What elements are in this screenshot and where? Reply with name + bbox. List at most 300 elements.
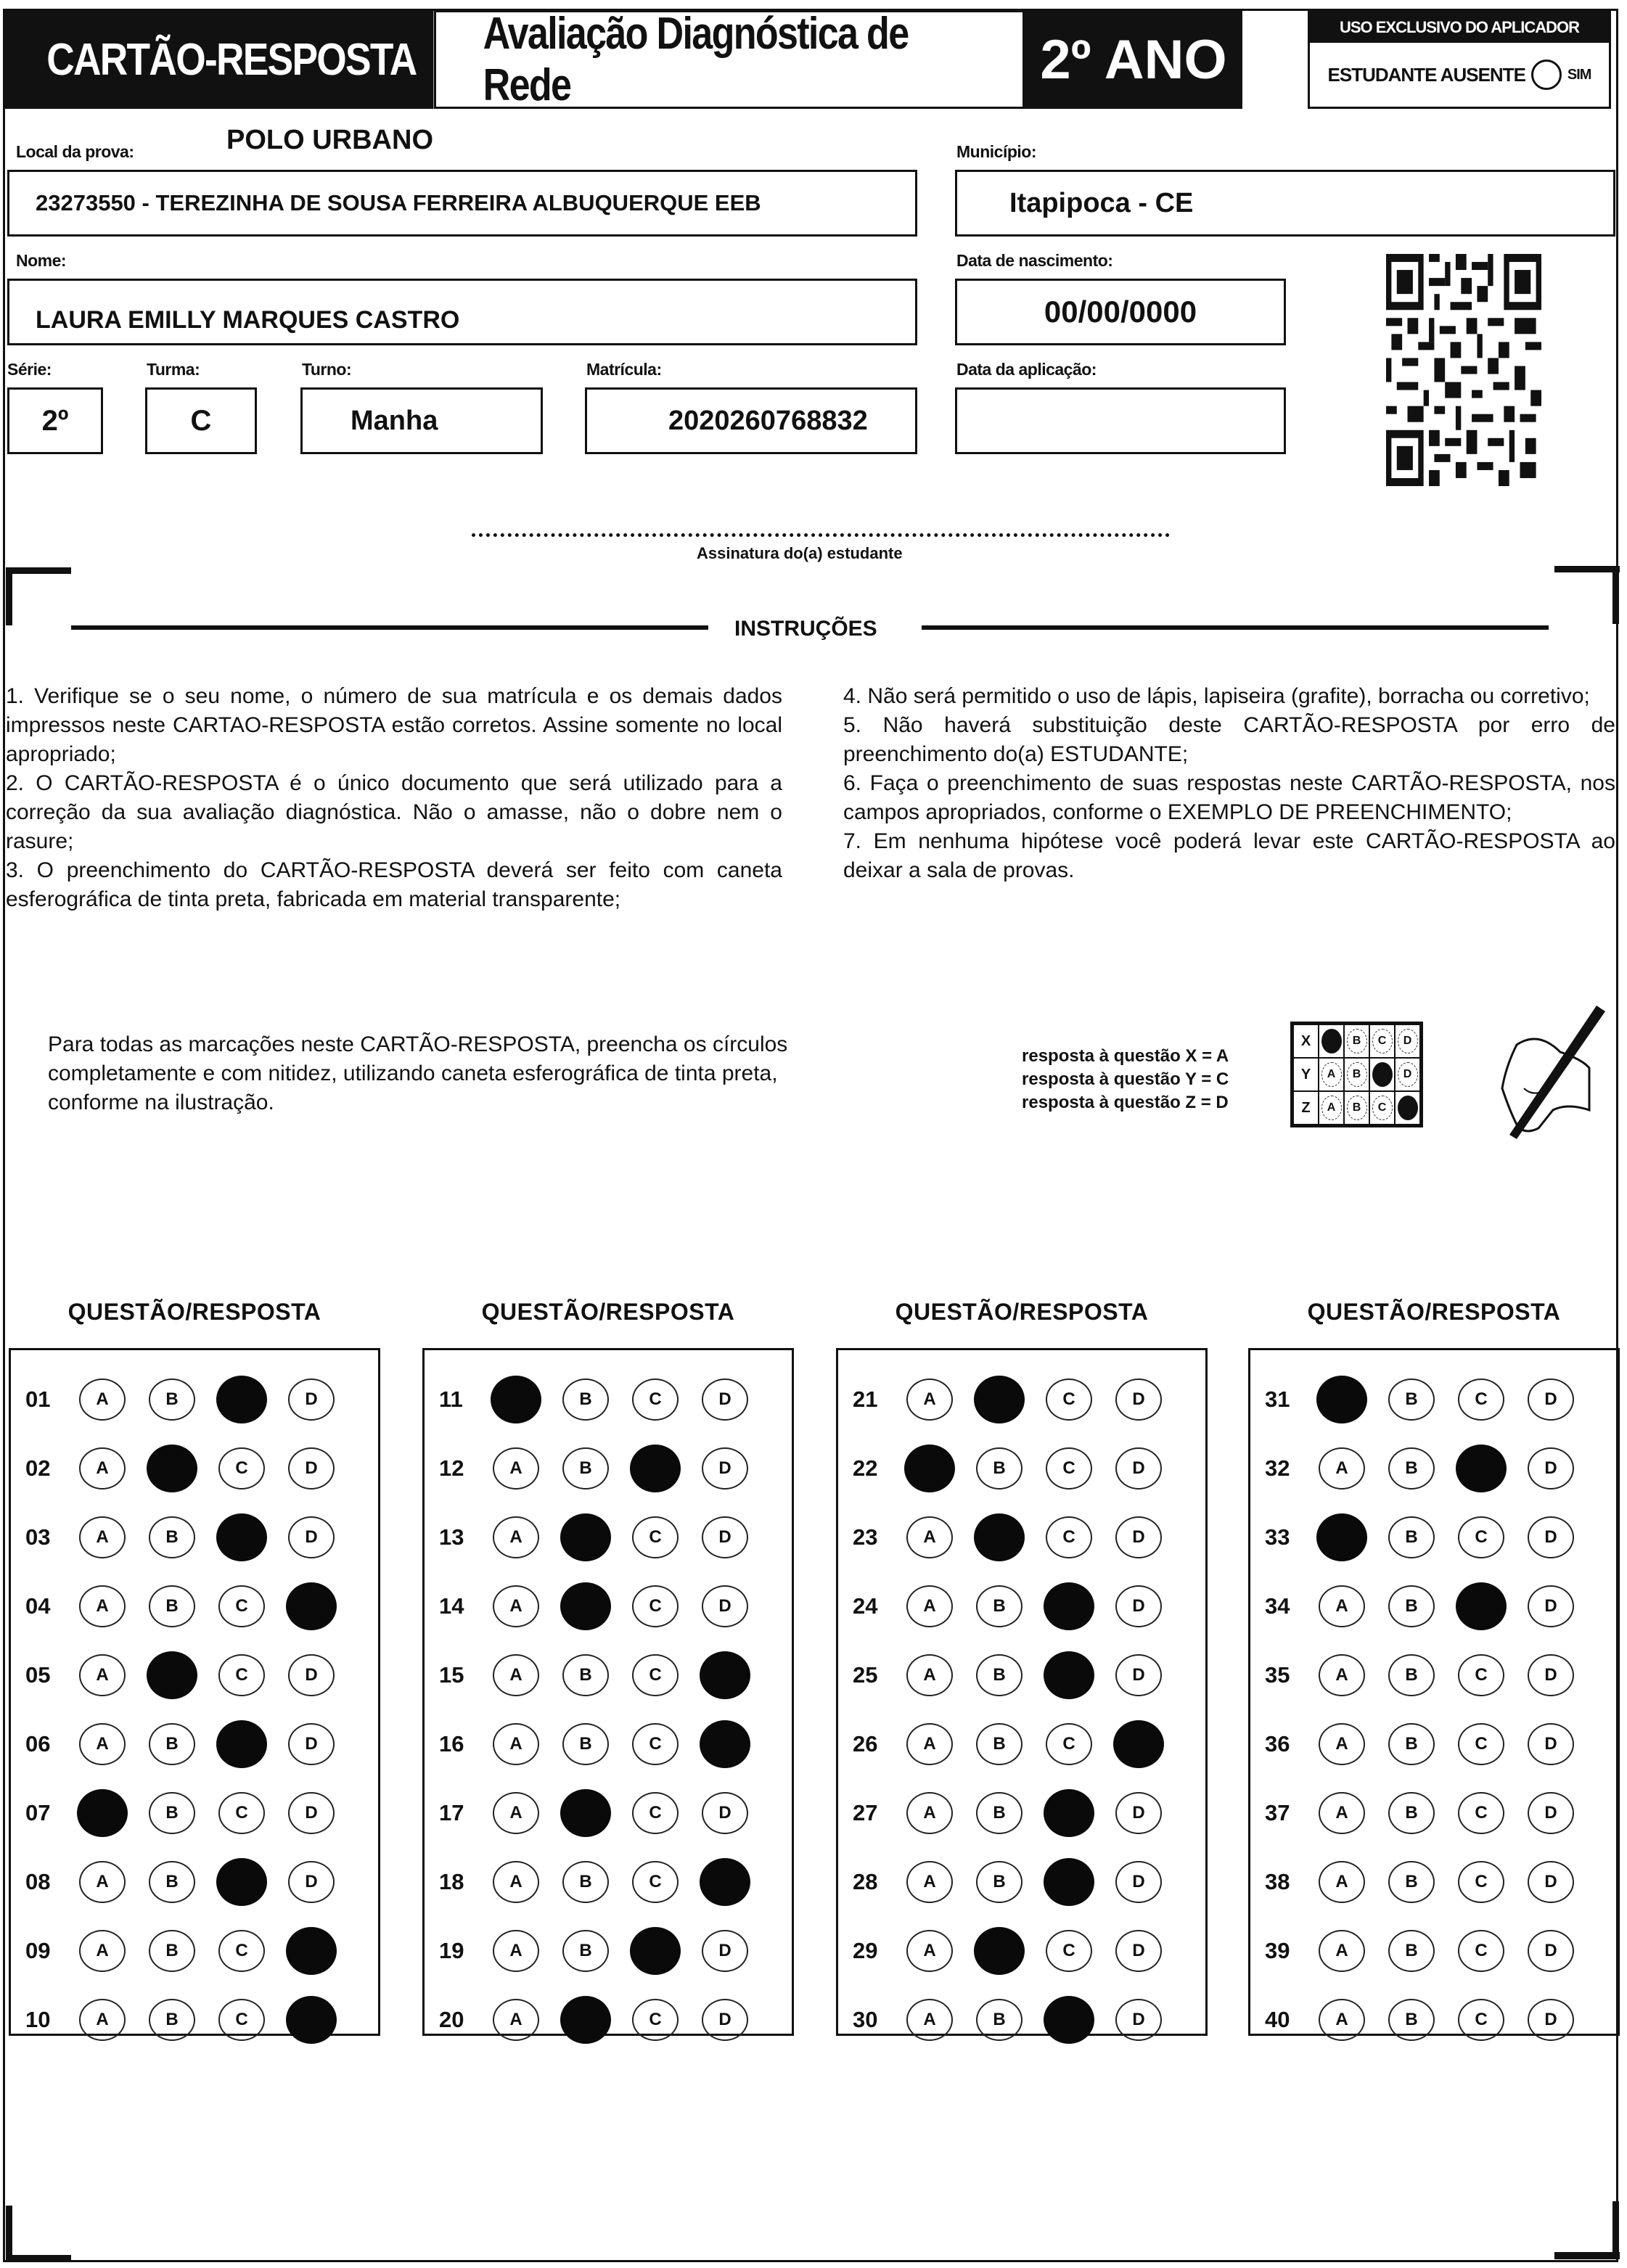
bubble-letter: B: [1405, 1595, 1418, 1616]
answer-bubble-b[interactable]: [562, 1861, 609, 1903]
answer-bubble-d[interactable]: [1528, 1930, 1574, 1972]
answer-bubble-d[interactable]: [288, 1723, 335, 1765]
question-number: 11: [439, 1386, 463, 1412]
question-number: 04: [25, 1593, 51, 1619]
bubble-letter: D: [305, 1871, 318, 1891]
question-row: [1250, 1847, 1618, 1916]
answer-bubble-d[interactable]: [700, 1720, 750, 1768]
answer-bubble-c[interactable]: [1044, 1651, 1094, 1699]
answer-bubble-d[interactable]: [288, 1792, 335, 1834]
answer-bubble-c[interactable]: [1458, 1930, 1504, 1972]
bubble-letter: D: [305, 1458, 318, 1478]
bubble-letter: A: [1335, 1940, 1348, 1960]
answer-bubble-d[interactable]: [288, 1379, 335, 1421]
nascimento-label: Data de nascimento:: [956, 251, 1113, 270]
example-legend: [1022, 1045, 1229, 1114]
answer-bubble-c[interactable]: [216, 1720, 267, 1768]
answer-bubble-b[interactable]: [149, 1999, 195, 2041]
example-line-y: resposta à questão Y = C: [1022, 1069, 1229, 1089]
answer-bubble-c[interactable]: [632, 1792, 679, 1834]
answer-bubble-a[interactable]: [1319, 1447, 1365, 1490]
example-bubble-c: C: [1372, 1096, 1393, 1120]
answer-bubble-a[interactable]: [493, 1792, 539, 1834]
municipio-field: [955, 170, 1615, 237]
question-number: 28: [853, 1868, 878, 1894]
answer-bubble-d[interactable]: [700, 1651, 750, 1699]
answer-bubble-d[interactable]: [702, 1516, 748, 1558]
turma-label: Turma:: [147, 360, 200, 379]
polo-value: POLO URBANO: [226, 125, 433, 155]
answer-bubble-b[interactable]: [1388, 1861, 1435, 1903]
instructions-rule-right: [922, 625, 1549, 630]
question-row: [425, 1985, 792, 2054]
answer-bubble-a[interactable]: [906, 1999, 953, 2041]
answer-bubble-c[interactable]: [216, 1858, 267, 1906]
question-number: 06: [25, 1730, 51, 1757]
example-cell: [1344, 1024, 1369, 1058]
answer-bubble-c[interactable]: [218, 1999, 265, 2041]
answer-bubble-d[interactable]: [702, 1447, 748, 1490]
answer-bubble-a[interactable]: [906, 1930, 953, 1972]
answer-bubble-c[interactable]: [216, 1513, 267, 1561]
bubble-letter: A: [509, 1733, 522, 1754]
answer-bubble-c[interactable]: [1046, 1379, 1092, 1421]
question-row: [1250, 1778, 1618, 1847]
question-row: [838, 1847, 1205, 1916]
bubble-letter: B: [1405, 2009, 1418, 2029]
bubble-letter: C: [649, 1871, 662, 1891]
answer-bubble-d[interactable]: [286, 1927, 337, 1975]
answer-bubble-c[interactable]: [218, 1930, 265, 1972]
bubble-letter: D: [1132, 1595, 1145, 1616]
question-number: 09: [25, 1937, 51, 1963]
answer-bubble-c[interactable]: [218, 1792, 265, 1834]
question-number: 18: [439, 1868, 464, 1894]
answer-bubble-b[interactable]: [147, 1651, 197, 1699]
answer-bubble-d[interactable]: [288, 1654, 335, 1696]
answer-bubble-c[interactable]: [1046, 1447, 1092, 1490]
bubble-letter: A: [509, 1940, 522, 1960]
card-title: [3, 10, 433, 109]
question-number: 38: [1265, 1868, 1290, 1894]
answer-bubble-b[interactable]: [560, 1513, 611, 1561]
bubble-letter: B: [993, 1664, 1006, 1685]
answer-bubble-c[interactable]: [632, 1999, 679, 2041]
instructions-right-column: [843, 682, 1615, 885]
corner-mark-tr-h: [1554, 566, 1620, 572]
answer-bubble-b[interactable]: [976, 1585, 1022, 1627]
turno-field: [300, 387, 543, 454]
bubble-letter: B: [579, 1871, 592, 1891]
bubble-letter: C: [1475, 1664, 1488, 1685]
answer-bubble-c[interactable]: [1458, 1861, 1504, 1903]
answer-bubble-c[interactable]: [632, 1861, 679, 1903]
hand-with-pen-icon: [1473, 1001, 1618, 1146]
answer-bubble-a[interactable]: [1319, 1861, 1365, 1903]
example-bubble-b: B: [1347, 1062, 1367, 1087]
answer-bubble-a[interactable]: [906, 1723, 953, 1765]
bubble-letter: C: [235, 1664, 248, 1685]
answer-bubble-b[interactable]: [974, 1376, 1025, 1423]
bubble-letter: A: [509, 1458, 522, 1478]
bubble-letter: A: [96, 1527, 109, 1547]
example-line-z: resposta à questão Z = D: [1022, 1093, 1229, 1112]
municipio-value: Itapipoca - CE: [1009, 187, 1194, 218]
turma-field: [145, 387, 257, 454]
answer-bubble-b[interactable]: [562, 1723, 609, 1765]
municipio-label: Município:: [956, 142, 1036, 161]
answer-group-title: QUESTÃO/RESPOSTA: [1307, 1299, 1561, 1325]
bubble-letter: A: [96, 2009, 109, 2029]
answer-bubble-d[interactable]: [1113, 1720, 1164, 1768]
bubble-letter: B: [1405, 1871, 1418, 1891]
bubble-letter: D: [718, 1595, 731, 1616]
answer-bubble-c[interactable]: [632, 1585, 679, 1627]
bubble-letter: A: [96, 1389, 109, 1409]
bubble-letter: B: [165, 1595, 179, 1616]
question-number: 29: [853, 1937, 878, 1963]
bubble-letter: D: [305, 1389, 318, 1409]
answer-bubble-a[interactable]: [906, 1654, 953, 1696]
answer-bubble-a[interactable]: [493, 1861, 539, 1903]
answer-bubble-d[interactable]: [1528, 1379, 1574, 1421]
answer-group-title: QUESTÃO/RESPOSTA: [481, 1299, 735, 1325]
bubble-letter: D: [1132, 1664, 1145, 1685]
answer-bubble-c[interactable]: [630, 1927, 681, 1975]
answer-bubble-a[interactable]: [906, 1792, 953, 1834]
example-cell: [1395, 1058, 1420, 1091]
bubble-letter: D: [718, 1458, 731, 1478]
bubble-letter: C: [1475, 1871, 1488, 1891]
question-row: [11, 1916, 378, 1985]
bubble-letter: D: [1132, 1527, 1145, 1547]
bubble-letter: D: [1544, 1389, 1557, 1409]
answer-bubble-c[interactable]: [218, 1447, 265, 1490]
answer-bubble-b[interactable]: [976, 1861, 1022, 1903]
answer-bubble-d[interactable]: [702, 1792, 748, 1834]
answer-bubble-b[interactable]: [1388, 1930, 1435, 1972]
bubble-letter: A: [509, 1595, 522, 1616]
answer-bubble-d[interactable]: [288, 1447, 335, 1490]
answer-bubble-b[interactable]: [1388, 1379, 1435, 1421]
bubble-letter: C: [235, 1595, 248, 1616]
bubble-letter: C: [235, 1458, 248, 1478]
bubble-letter: B: [1405, 1733, 1418, 1754]
answer-bubble-b[interactable]: [1388, 1999, 1435, 2041]
answer-bubble-c[interactable]: [630, 1445, 681, 1492]
answer-bubble-d[interactable]: [1115, 1861, 1162, 1903]
answer-bubble-a[interactable]: [1319, 1999, 1365, 2041]
answer-bubble-c[interactable]: [632, 1379, 679, 1421]
question-number: 17: [439, 1799, 464, 1825]
answer-bubble-c[interactable]: [1046, 1930, 1092, 1972]
answer-bubble-b[interactable]: [562, 1930, 609, 1972]
bubble-letter: B: [993, 1871, 1006, 1891]
answer-bubble-a[interactable]: [1319, 1723, 1365, 1765]
answer-bubble-d[interactable]: [1115, 1516, 1162, 1558]
answer-bubble-c[interactable]: [1456, 1445, 1507, 1492]
answer-bubble-d[interactable]: [1528, 1585, 1574, 1627]
answer-bubble-d[interactable]: [1115, 1585, 1162, 1627]
answer-bubble-d[interactable]: [286, 1996, 337, 2044]
instruction-7: 7. Em nenhuma hipótese você poderá levar este CARTÃO-RESPOSTA ao deixar a sala de provas.: [843, 829, 1615, 882]
bubble-letter: C: [649, 2009, 662, 2029]
answer-bubble-d[interactable]: [286, 1582, 337, 1630]
answer-bubble-a[interactable]: [906, 1861, 953, 1903]
example-bubble-d: D: [1398, 1029, 1418, 1053]
bubble-letter: A: [1335, 1871, 1348, 1891]
bubble-letter: C: [1475, 1802, 1488, 1823]
bubble-letter: D: [305, 1664, 318, 1685]
answer-bubble-c[interactable]: [1458, 1654, 1504, 1696]
bubble-letter: D: [1544, 1940, 1557, 1960]
bubble-letter: A: [96, 1871, 109, 1891]
answer-bubble-b[interactable]: [149, 1930, 195, 1972]
answer-bubble-d[interactable]: [702, 1999, 748, 2041]
question-number: 26: [853, 1730, 878, 1757]
question-row: [11, 1709, 378, 1778]
answer-bubble-c[interactable]: [632, 1654, 679, 1696]
answer-bubble-c[interactable]: [632, 1516, 679, 1558]
example-bubble-c: C: [1372, 1029, 1393, 1053]
answer-bubble-a[interactable]: [493, 1999, 539, 2041]
answer-bubble-a[interactable]: [493, 1654, 539, 1696]
answer-bubble-d[interactable]: [1115, 1999, 1162, 2041]
question-number: 23: [853, 1524, 878, 1550]
question-row: [1250, 1640, 1618, 1709]
question-row: [11, 1571, 378, 1640]
answer-bubble-d[interactable]: [700, 1858, 750, 1906]
example-cell: [1369, 1024, 1395, 1058]
aplicacao-field[interactable]: [955, 387, 1286, 454]
answer-bubble-d[interactable]: [1115, 1792, 1162, 1834]
question-row: [425, 1434, 792, 1503]
question-number: 40: [1265, 2006, 1290, 2032]
absent-bubble[interactable]: [1531, 59, 1562, 90]
question-number: 31: [1265, 1386, 1290, 1412]
answer-bubble-a[interactable]: [79, 1654, 126, 1696]
bubble-letter: D: [1544, 2009, 1557, 2029]
answer-bubble-b[interactable]: [562, 1379, 609, 1421]
answer-bubble-c[interactable]: [1044, 1582, 1094, 1630]
answer-bubble-d[interactable]: [288, 1861, 335, 1903]
example-cell: [1369, 1091, 1395, 1125]
answer-bubble-c[interactable]: [1458, 1379, 1504, 1421]
answer-bubble-a[interactable]: [1319, 1585, 1365, 1627]
bubble-letter: B: [165, 1389, 179, 1409]
answer-bubble-b[interactable]: [149, 1723, 195, 1765]
school-value: 23273550 - TEREZINHA DE SOUSA FERREIRA ALBUQUERQUE EEB: [36, 190, 761, 215]
answer-bubble-a[interactable]: [79, 1999, 126, 2041]
answer-bubble-a[interactable]: [1319, 1654, 1365, 1696]
answer-bubble-d[interactable]: [1528, 1792, 1574, 1834]
example-cell: [1395, 1091, 1420, 1125]
answer-bubble-a[interactable]: [904, 1445, 955, 1492]
answer-bubble-b[interactable]: [1388, 1516, 1435, 1558]
question-number: 22: [853, 1455, 878, 1481]
answer-bubble-b[interactable]: [976, 1654, 1022, 1696]
answer-bubble-b[interactable]: [976, 1999, 1022, 2041]
answer-bubble-a[interactable]: [491, 1376, 541, 1423]
answer-bubble-d[interactable]: [1528, 1861, 1574, 1903]
answer-bubble-c[interactable]: [1044, 1996, 1094, 2044]
answer-bubble-c[interactable]: [216, 1376, 267, 1423]
answer-group-title: QUESTÃO/RESPOSTA: [67, 1299, 321, 1325]
answer-bubble-d[interactable]: [1115, 1447, 1162, 1490]
answer-bubble-b[interactable]: [1388, 1585, 1435, 1627]
answer-bubble-c[interactable]: [1044, 1789, 1094, 1837]
bubble-letter: D: [1132, 1389, 1145, 1409]
answer-bubble-d[interactable]: [1115, 1930, 1162, 1972]
answer-bubble-c[interactable]: [1046, 1516, 1092, 1558]
answer-bubble-c[interactable]: [1458, 1516, 1504, 1558]
bubble-letter: C: [1062, 1527, 1075, 1547]
answer-bubble-b[interactable]: [560, 1789, 611, 1837]
answer-bubble-a[interactable]: [493, 1585, 539, 1627]
answer-bubble-b[interactable]: [974, 1927, 1025, 1975]
answer-bubble-c[interactable]: [1046, 1723, 1092, 1765]
answer-bubble-b[interactable]: [149, 1379, 195, 1421]
bubble-letter: A: [923, 1527, 936, 1547]
bubble-letter: B: [165, 2009, 179, 2029]
answer-bubble-b[interactable]: [149, 1516, 195, 1558]
answer-bubble-a[interactable]: [79, 1723, 126, 1765]
answer-bubble-a[interactable]: [79, 1516, 126, 1558]
grade-badge: [1025, 10, 1242, 109]
answer-bubble-a[interactable]: [79, 1930, 126, 1972]
bubble-letter: B: [993, 1802, 1006, 1823]
answer-bubble-d[interactable]: [1115, 1654, 1162, 1696]
answer-bubble-d[interactable]: [702, 1930, 748, 1972]
answer-bubble-b[interactable]: [974, 1513, 1025, 1561]
question-row: [11, 1434, 378, 1503]
answer-bubble-c[interactable]: [218, 1585, 265, 1627]
example-cell: [1319, 1024, 1344, 1058]
answer-bubble-d[interactable]: [1115, 1379, 1162, 1421]
question-row: [425, 1847, 792, 1916]
answer-bubble-d[interactable]: [702, 1379, 748, 1421]
bubble-letter: B: [165, 1527, 179, 1547]
answer-bubble-b[interactable]: [1388, 1654, 1435, 1696]
answer-bubble-b[interactable]: [562, 1654, 609, 1696]
answer-bubble-a[interactable]: [493, 1447, 539, 1490]
serie-label: Série:: [7, 360, 52, 379]
answer-bubble-a[interactable]: [77, 1789, 128, 1837]
answer-bubble-c[interactable]: [1456, 1582, 1507, 1630]
instruction-6: 6. Faça o preenchimento de suas respostas neste CARTÃO-RESPOSTA, nos campos apropriados, conforme o EXEMPLO DE PREENCHIMENTO;: [843, 771, 1615, 824]
answer-bubble-b[interactable]: [149, 1792, 195, 1834]
answer-bubble-b[interactable]: [1388, 1723, 1435, 1765]
answer-bubble-a[interactable]: [906, 1585, 953, 1627]
matricula-field: [585, 387, 917, 454]
bubble-letter: B: [1405, 1940, 1418, 1960]
bubble-letter: D: [1544, 1527, 1557, 1547]
bubble-letter: C: [649, 1527, 662, 1547]
answer-bubble-b[interactable]: [560, 1996, 611, 2044]
answer-bubble-a[interactable]: [79, 1447, 126, 1490]
answer-bubble-b[interactable]: [976, 1792, 1022, 1834]
answer-bubble-d[interactable]: [288, 1516, 335, 1558]
answer-bubble-d[interactable]: [702, 1585, 748, 1627]
answer-bubble-b[interactable]: [149, 1861, 195, 1903]
bubble-letter: A: [1335, 1664, 1348, 1685]
answer-bubble-a[interactable]: [1316, 1513, 1367, 1561]
instruction-5: 5. Não haverá substituição deste CARTÃO-RESPOSTA por erro de preenchimento do(a) ESTUDANTE;: [843, 713, 1615, 766]
answer-bubble-d[interactable]: [1528, 1999, 1574, 2041]
bubble-letter: A: [96, 1595, 109, 1616]
answer-bubble-b[interactable]: [562, 1447, 609, 1490]
answer-bubble-a[interactable]: [79, 1585, 126, 1627]
answer-bubble-a[interactable]: [493, 1930, 539, 1972]
answer-bubble-a[interactable]: [493, 1516, 539, 1558]
answer-bubble-c[interactable]: [1458, 1792, 1504, 1834]
answer-bubble-c[interactable]: [218, 1654, 265, 1696]
question-number: 39: [1265, 1937, 1290, 1963]
answer-bubble-a[interactable]: [79, 1379, 126, 1421]
bubble-letter: B: [579, 1940, 592, 1960]
question-row: [425, 1916, 792, 1985]
bubble-letter: A: [923, 1871, 936, 1891]
answer-bubble-a[interactable]: [79, 1861, 126, 1903]
question-row: [838, 1985, 1205, 2054]
answer-bubble-b[interactable]: [976, 1723, 1022, 1765]
answer-bubble-a[interactable]: [1319, 1792, 1365, 1834]
answer-bubble-c[interactable]: [1044, 1858, 1094, 1906]
answer-bubble-d[interactable]: [1528, 1447, 1574, 1490]
answer-bubble-d[interactable]: [1528, 1723, 1574, 1765]
bubble-letter: B: [165, 1940, 179, 1960]
answer-bubble-d[interactable]: [1528, 1516, 1574, 1558]
answer-bubble-c[interactable]: [1458, 1999, 1504, 2041]
answer-bubble-a[interactable]: [1319, 1930, 1365, 1972]
answer-bubble-b[interactable]: [149, 1585, 195, 1627]
question-number: 05: [25, 1661, 51, 1688]
question-number: 12: [439, 1455, 464, 1481]
corner-mark-br-v: [1612, 2201, 1619, 2256]
question-number: 19: [439, 1937, 464, 1963]
answer-bubble-b[interactable]: [147, 1445, 197, 1492]
bubble-letter: C: [1475, 1940, 1488, 1960]
bubble-letter: A: [509, 1664, 522, 1685]
question-number: 08: [25, 1868, 51, 1894]
example-bubble-d: D: [1398, 1062, 1418, 1087]
example-cell: [1319, 1091, 1344, 1125]
answer-bubble-b[interactable]: [976, 1447, 1022, 1490]
instruction-3: 3. O preenchimento do CARTÃO-RESPOSTA deverá ser feito com caneta esferográfica de tinta preta, fabricada em material transparente;: [6, 858, 782, 911]
answer-bubble-b[interactable]: [1388, 1792, 1435, 1834]
answer-bubble-b[interactable]: [560, 1582, 611, 1630]
example-bubble-a: [1321, 1029, 1342, 1053]
bubble-letter: C: [1475, 2009, 1488, 2029]
signature-line[interactable]: [472, 533, 1170, 537]
answer-bubble-b[interactable]: [1388, 1447, 1435, 1490]
answer-bubble-c[interactable]: [632, 1723, 679, 1765]
answer-bubble-a[interactable]: [1316, 1376, 1367, 1423]
answer-bubble-c[interactable]: [1458, 1723, 1504, 1765]
turma-value: C: [190, 404, 212, 437]
bubble-letter: B: [165, 1871, 179, 1891]
example-grid: [1290, 1022, 1423, 1127]
bubble-letter: B: [1405, 1527, 1418, 1547]
answer-bubble-a[interactable]: [493, 1723, 539, 1765]
bubble-letter: A: [1335, 2009, 1348, 2029]
answer-bubble-a[interactable]: [906, 1379, 953, 1421]
bubble-letter: A: [923, 1940, 936, 1960]
bubble-letter: C: [1062, 1940, 1075, 1960]
answer-bubble-d[interactable]: [1528, 1654, 1574, 1696]
question-number: 03: [25, 1524, 51, 1550]
answer-bubble-a[interactable]: [906, 1516, 953, 1558]
